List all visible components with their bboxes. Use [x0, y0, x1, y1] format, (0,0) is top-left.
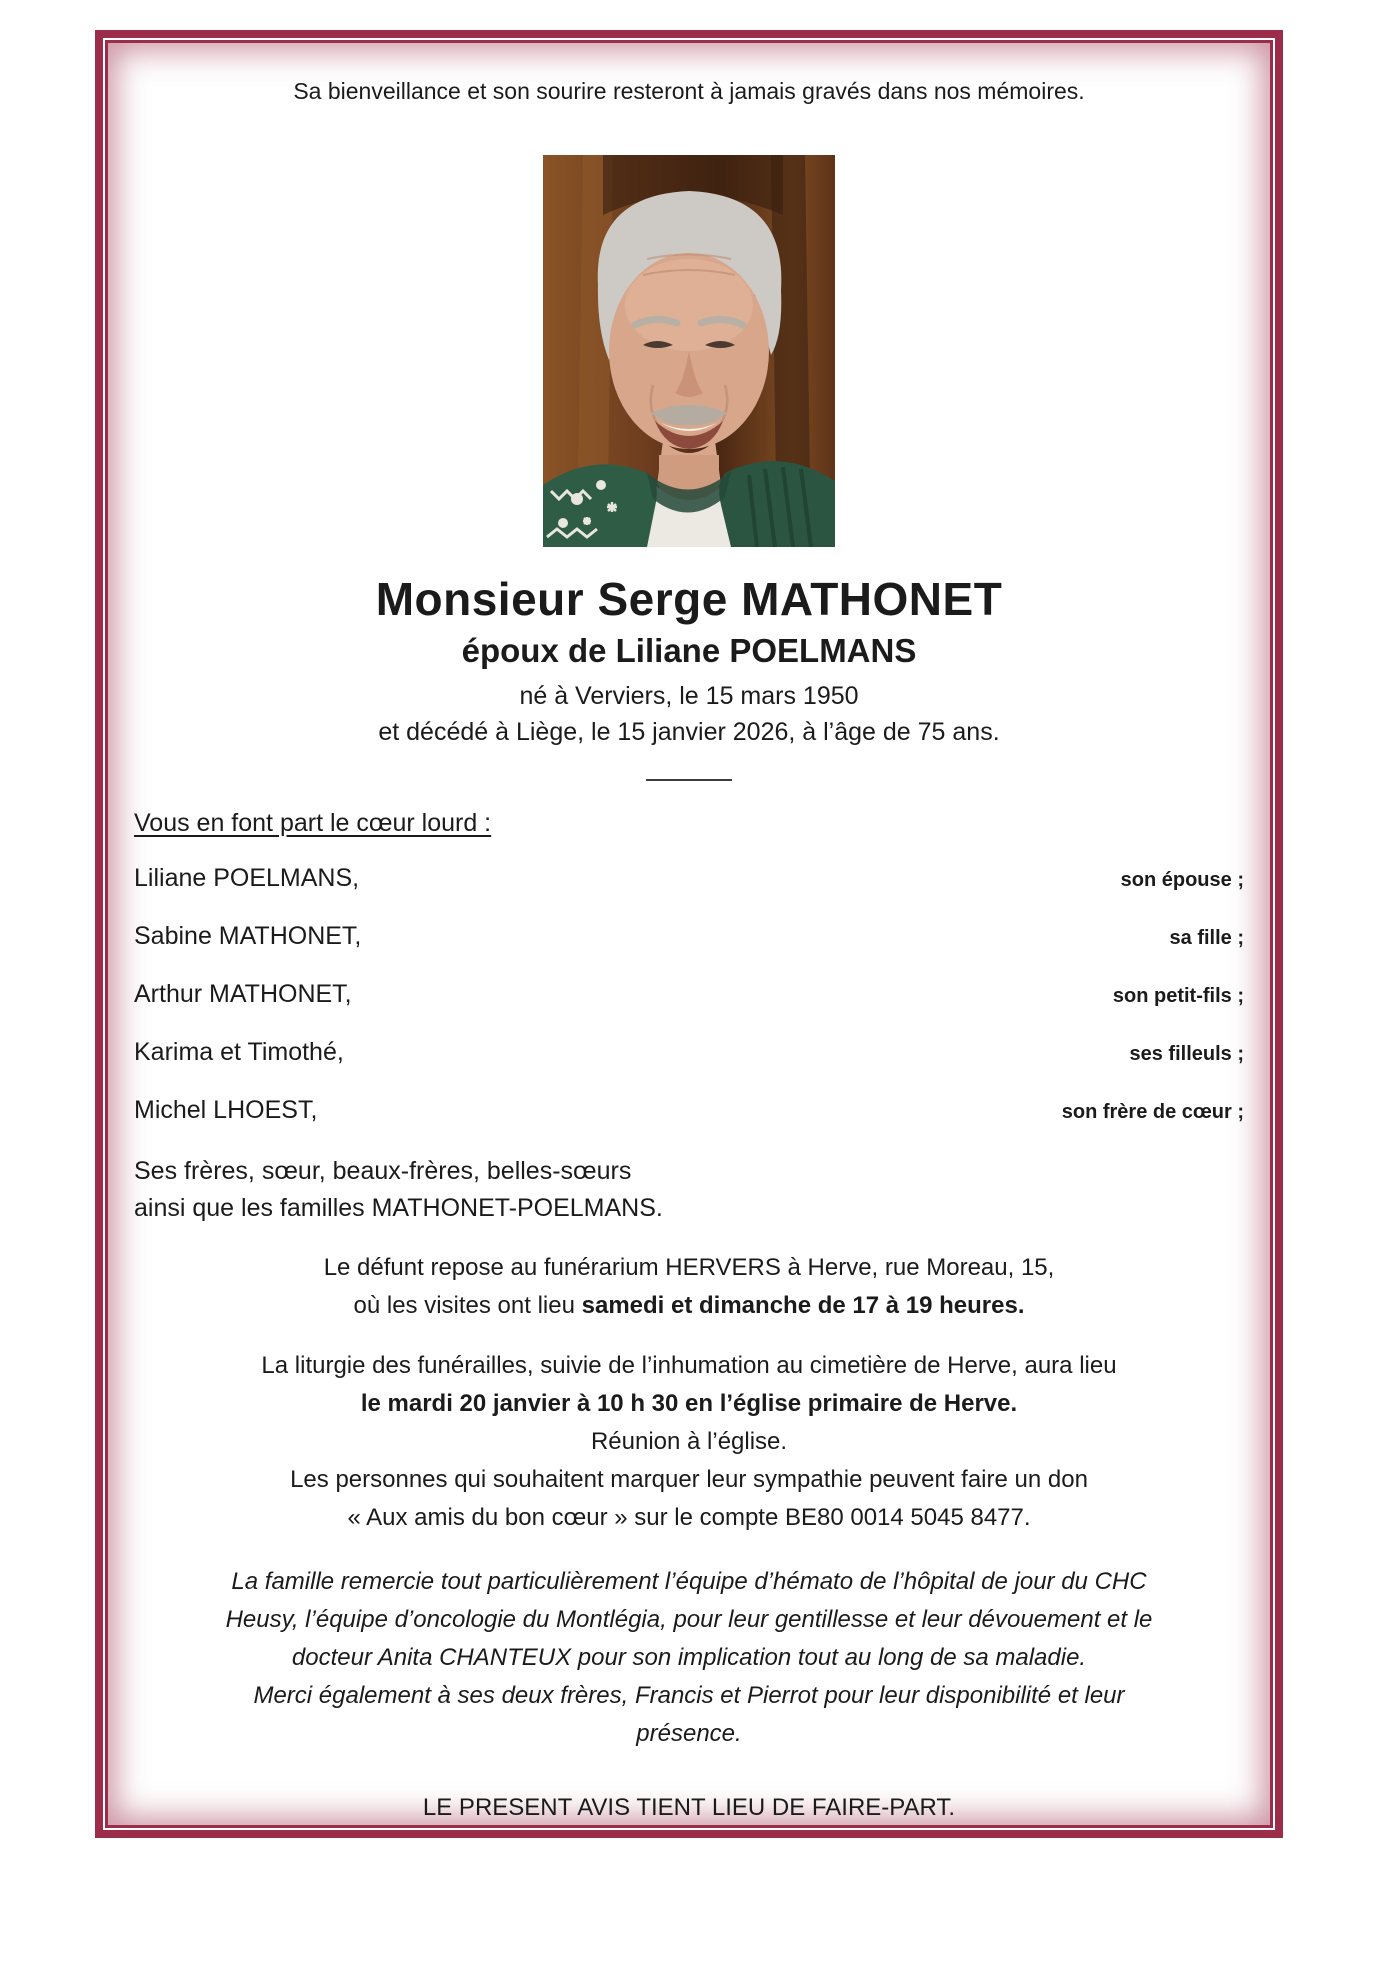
visits-line — [134, 1287, 1244, 1325]
portrait-illustration — [543, 155, 835, 547]
memorial-quote: Sa bienveillance et son sourire resteront à jamais gravés dans nos mémoires. — [293, 78, 1085, 104]
family-member-relation: son frère de cœur ; — [1061, 1101, 1244, 1123]
family-extra — [134, 1153, 1244, 1227]
family-row — [134, 921, 1244, 953]
family-extra-line: ainsi que les familles MATHONET-POELMANS. — [134, 1194, 663, 1222]
family-member-relation: son petit-fils ; — [1112, 985, 1244, 1007]
family-member-name: Liliane POELMANS, — [134, 864, 360, 892]
family-row — [134, 1095, 1244, 1127]
thanks-line: Heusy, l’équipe d’oncologie du Montlégia, pour leur gentillesse et leur dévouement et le — [225, 1606, 1153, 1633]
family-member-name: Arthur MATHONET, — [134, 980, 352, 1008]
family-member-relation: ses filleuls ; — [1129, 1043, 1244, 1065]
family-row — [134, 979, 1244, 1011]
legal-notice: LE PRESENT AVIS TIENT LIEU DE FAIRE-PART. — [422, 1794, 956, 1821]
donation-account-line: « Aux amis du bon cœur » sur le compte BE80 0014 5045 8477. — [347, 1504, 1031, 1531]
reunion-line: Réunion à l’église. — [590, 1428, 788, 1455]
family-member-name: Sabine MATHONET, — [134, 922, 362, 950]
repose-block — [134, 1249, 1244, 1325]
memorial-card-frame — [95, 30, 1283, 1838]
portrait-photo — [543, 155, 835, 547]
family-row — [134, 1037, 1244, 1069]
thanks-block — [134, 1563, 1244, 1753]
family-list — [134, 863, 1244, 1127]
family-extra-line: Ses frères, sœur, beaux-frères, belles-sœurs — [134, 1157, 632, 1185]
divider-line — [646, 779, 732, 781]
visits-prefix: où les visites ont lieu — [353, 1292, 582, 1319]
family-member-name: Karima et Timothé, — [134, 1038, 344, 1066]
repose-line: Le défunt repose au funérarium HERVERS à Herve, rue Moreau, 15, — [323, 1254, 1055, 1281]
spouse-line: époux de Liliane POELMANS — [461, 632, 917, 669]
donation-line: Les personnes qui souhaitent marquer leur sympathie peuvent faire un don — [290, 1466, 1088, 1493]
family-member-relation: sa fille ; — [1169, 927, 1244, 949]
memorial-card — [105, 40, 1273, 1828]
thanks-line: La famille remercie tout particulièrement l’équipe d’hémato de l’hôpital de jour du CHC — [231, 1568, 1147, 1595]
deceased-name: Monsieur Serge MATHONET — [375, 573, 1003, 625]
birth-line: né à Verviers, le 15 mars 1950 — [519, 682, 859, 710]
thanks-line: présence. — [636, 1720, 742, 1747]
visits-times: samedi et dimanche de 17 à 19 heures. — [581, 1292, 1025, 1319]
announcement-heading: Vous en font part le cœur lourd : — [134, 809, 492, 837]
family-member-name: Michel LHOEST, — [134, 1096, 318, 1124]
death-line: et décédé à Liège, le 15 janvier 2026, à l’âge de 75 ans. — [378, 718, 1000, 746]
liturgy-date-line: le mardi 20 janvier à 10 h 30 en l’église primaire de Herve. — [360, 1390, 1018, 1417]
family-row — [134, 863, 1244, 895]
family-member-relation: son épouse ; — [1120, 869, 1244, 891]
liturgy-block — [134, 1347, 1244, 1537]
thanks-line: Merci également à ses deux frères, Francis et Pierrot pour leur disponibilité et leur — [253, 1682, 1125, 1709]
liturgy-line: La liturgie des funérailles, suivie de l’inhumation au cimetière de Herve, aura lieu — [261, 1352, 1117, 1379]
thanks-line: docteur Anita CHANTEUX pour son implication tout au long de sa maladie. — [291, 1644, 1087, 1671]
